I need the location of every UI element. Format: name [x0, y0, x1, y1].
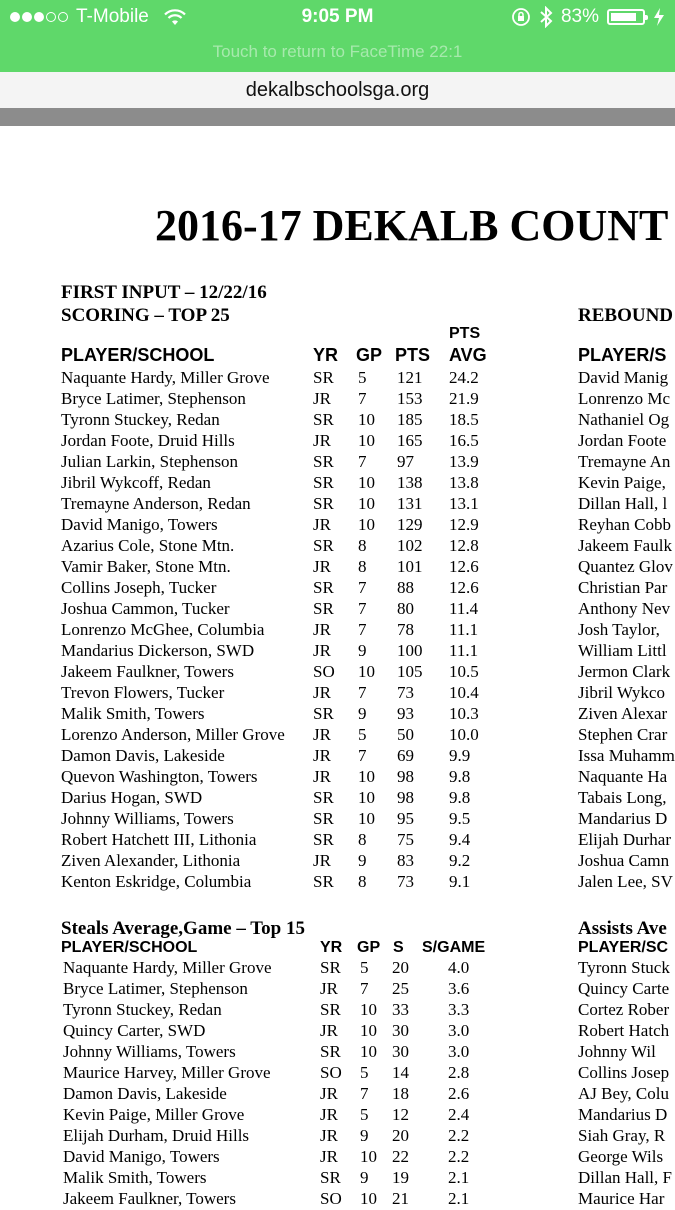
player-name: Naquante Hardy, Miller Grove — [61, 368, 270, 387]
scoring-row — [0, 746, 560, 767]
assists-col-player: PLAYER/SC — [578, 939, 669, 956]
year: JR — [313, 515, 331, 534]
rebounding-row: Joshua Camn — [578, 851, 670, 870]
year: JR — [313, 746, 331, 765]
scoring-row — [0, 410, 560, 431]
games-played: 5 — [360, 1063, 369, 1082]
games-played: 10 — [358, 494, 375, 513]
assists-row: Maurice Har — [578, 1189, 665, 1208]
steals-row — [0, 1147, 560, 1168]
scoring-col-yr: YR — [313, 345, 339, 365]
assists-row: Cortez Rober — [578, 1000, 670, 1019]
games-played: 5 — [358, 368, 367, 387]
year: JR — [313, 683, 331, 702]
scoring-col-player: PLAYER/SCHOOL — [61, 345, 215, 365]
points-average: 12.6 — [449, 578, 479, 597]
scoring-row — [0, 515, 560, 536]
steals: 30 — [392, 1021, 409, 1040]
points-average: 12.9 — [449, 515, 479, 534]
games-played: 10 — [358, 473, 375, 492]
scoring-row — [0, 536, 560, 557]
points: 98 — [397, 788, 414, 807]
steals: 14 — [392, 1063, 409, 1082]
bluetooth-icon — [539, 6, 553, 28]
player-name: Azarius Cole, Stone Mtn. — [61, 536, 235, 555]
scoring-col-gp: GP — [356, 345, 383, 365]
player-name: Damon Davis, Lakeside — [61, 746, 225, 765]
player-name: Lonrenzo McGhee, Columbia — [61, 620, 265, 639]
player-name: Quevon Washington, Towers — [61, 767, 258, 786]
player-name: Elijah Durham, Druid Hills — [63, 1126, 250, 1145]
player-name: Kenton Eskridge, Columbia — [61, 872, 252, 891]
rebounding-row: Kevin Paige, — [578, 473, 666, 492]
games-played: 8 — [358, 536, 367, 555]
rebounding-row: Mandarius D — [578, 809, 668, 828]
player-name: David Manigo, Towers — [61, 515, 218, 534]
games-played: 10 — [358, 662, 375, 681]
steals-average: 2.1 — [448, 1168, 470, 1187]
player-name: Bryce Latimer, Stephenson — [63, 979, 248, 998]
scoring-col-pts: PTS — [395, 345, 431, 365]
steals: 21 — [392, 1189, 409, 1208]
assists-row: George Wils — [578, 1147, 664, 1166]
scoring-row — [0, 578, 560, 599]
points-average: 12.8 — [449, 536, 479, 555]
orientation-lock-icon — [511, 7, 531, 27]
player-name: Damon Davis, Lakeside — [63, 1084, 227, 1103]
steals: 22 — [392, 1147, 409, 1166]
rebounding-row: Jakeem Faulk — [578, 536, 672, 555]
year: SR — [320, 958, 341, 977]
player-name: Robert Hatchett III, Lithonia — [61, 830, 257, 849]
steals-average: 2.4 — [448, 1105, 470, 1124]
year: SR — [313, 452, 334, 471]
player-name: Quincy Carter, SWD — [63, 1021, 206, 1040]
scoring-col-avg: AVG — [449, 345, 487, 365]
steals-row — [0, 1084, 560, 1105]
points: 73 — [397, 872, 414, 891]
scoring-row — [0, 683, 560, 704]
points: 50 — [397, 725, 414, 744]
year: JR — [320, 1105, 338, 1124]
points: 78 — [397, 620, 414, 639]
games-played: 7 — [358, 578, 367, 597]
points-average: 10.4 — [449, 683, 479, 702]
games-played: 9 — [360, 1168, 369, 1187]
points-average: 11.1 — [449, 641, 479, 660]
games-played: 8 — [358, 830, 367, 849]
player-name: Malik Smith, Towers — [63, 1168, 207, 1187]
player-name: Ziven Alexander, Lithonia — [61, 851, 241, 870]
player-name: David Manigo, Towers — [63, 1147, 220, 1166]
games-played: 10 — [358, 788, 375, 807]
games-played: 7 — [360, 979, 369, 998]
points: 98 — [397, 767, 414, 786]
document-title: 2016-17 DEKALB COUNT — [155, 201, 669, 250]
assists-row: Johnny Wil — [578, 1042, 656, 1061]
player-name: Tyronn Stuckey, Redan — [61, 410, 220, 429]
steals: 33 — [392, 1000, 409, 1019]
rebounding-row: Dillan Hall, l — [578, 494, 668, 513]
points: 129 — [397, 515, 423, 534]
points: 69 — [397, 746, 414, 765]
steals-col-s: S — [393, 939, 404, 956]
year: SR — [313, 830, 334, 849]
steals-average: 2.1 — [448, 1189, 470, 1208]
battery-icon — [607, 9, 645, 25]
steals-average: 3.3 — [448, 1000, 470, 1019]
points-average: 12.6 — [449, 557, 479, 576]
points: 97 — [397, 452, 414, 471]
points: 73 — [397, 683, 414, 702]
scoring-row — [0, 494, 560, 515]
games-played: 9 — [358, 641, 367, 660]
scoring-row — [0, 662, 560, 683]
points-average: 9.8 — [449, 767, 471, 786]
rebounding-row: Jibril Wykco — [578, 683, 665, 702]
points: 88 — [397, 578, 414, 597]
player-name: Vamir Baker, Stone Mtn. — [61, 557, 231, 576]
status-bar — [0, 0, 675, 72]
rebounding-row: Jordan Foote — [578, 431, 667, 450]
steals-average: 2.6 — [448, 1084, 470, 1103]
steals: 20 — [392, 958, 409, 977]
player-name: Mandarius Dickerson, SWD — [61, 641, 255, 660]
rebounding-row: Lonrenzo Mc — [578, 389, 671, 408]
year: SR — [320, 1042, 341, 1061]
games-played: 9 — [360, 1126, 369, 1145]
rebounding-row: Jermon Clark — [578, 662, 671, 681]
year: JR — [320, 1021, 338, 1040]
year: SR — [313, 473, 334, 492]
steals-row — [0, 1042, 560, 1063]
scoring-row — [0, 557, 560, 578]
points: 185 — [397, 410, 423, 429]
player-name: Bryce Latimer, Stephenson — [61, 389, 246, 408]
games-played: 10 — [358, 767, 375, 786]
points-average: 18.5 — [449, 410, 479, 429]
steals: 19 — [392, 1168, 409, 1187]
steals: 30 — [392, 1042, 409, 1061]
steals: 25 — [392, 979, 409, 998]
steals-col-player: PLAYER/SCHOOL — [61, 939, 198, 956]
scoring-row — [0, 473, 560, 494]
games-played: 10 — [360, 1189, 377, 1208]
points-average: 13.9 — [449, 452, 479, 471]
points-average: 9.9 — [449, 746, 471, 765]
games-played: 10 — [360, 1000, 377, 1019]
player-name: Trevon Flowers, Tucker — [61, 683, 225, 702]
year: JR — [320, 979, 338, 998]
points-average: 9.2 — [449, 851, 471, 870]
scoring-row — [0, 851, 560, 872]
rebounding-row: Jalen Lee, SV — [578, 872, 673, 891]
games-played: 7 — [358, 452, 367, 471]
year: JR — [313, 725, 331, 744]
assists-row: Quincy Carte — [578, 979, 670, 998]
points-average: 10.5 — [449, 662, 479, 681]
rebounding-row: Quantez Glov — [578, 557, 673, 576]
assists-row: AJ Bey, Colu — [578, 1084, 669, 1103]
year: SO — [320, 1189, 342, 1208]
games-played: 5 — [360, 1105, 369, 1124]
year: SR — [313, 578, 334, 597]
games-played: 5 — [360, 958, 369, 977]
points-average: 10.3 — [449, 704, 479, 723]
year: JR — [313, 431, 331, 450]
year: SO — [320, 1063, 342, 1082]
games-played: 10 — [360, 1021, 377, 1040]
points: 80 — [397, 599, 414, 618]
games-played: 10 — [358, 515, 375, 534]
points: 131 — [397, 494, 423, 513]
scoring-row — [0, 641, 560, 662]
scoring-row — [0, 767, 560, 788]
games-played: 10 — [360, 1042, 377, 1061]
year: SR — [313, 410, 334, 429]
scoring-row — [0, 830, 560, 851]
year: JR — [320, 1084, 338, 1103]
games-played: 7 — [358, 389, 367, 408]
year: SR — [313, 872, 334, 891]
rebounding-col-player: PLAYER/S — [578, 345, 667, 365]
scoring-col-avg-top: PTS — [449, 325, 481, 342]
steals: 12 — [392, 1105, 409, 1124]
points: 83 — [397, 851, 414, 870]
rebounding-row: Tremayne An — [578, 452, 671, 471]
input-label: FIRST INPUT – 12/22/16 — [61, 282, 267, 303]
steals-average: 2.8 — [448, 1063, 470, 1082]
steals-col-gp: GP — [357, 939, 381, 956]
toolbar-divider — [0, 108, 675, 126]
points-average: 11.4 — [449, 599, 479, 618]
games-played: 5 — [358, 725, 367, 744]
year: SR — [313, 809, 334, 828]
points-average: 16.5 — [449, 431, 479, 450]
player-name: Jordan Foote, Druid Hills — [61, 431, 235, 450]
points: 105 — [397, 662, 423, 681]
steals-average: 2.2 — [448, 1147, 470, 1166]
steals-row — [0, 1105, 560, 1126]
scoring-row — [0, 620, 560, 641]
games-played: 9 — [358, 704, 367, 723]
points: 100 — [397, 641, 423, 660]
year: SR — [313, 704, 334, 723]
games-played: 10 — [360, 1147, 377, 1166]
year: JR — [313, 641, 331, 660]
clock: 9:05 PM — [301, 6, 374, 27]
rebounding-row: Issa Muhamm — [578, 746, 675, 765]
player-name: Jibril Wykcoff, Redan — [61, 473, 211, 492]
scoring-row — [0, 809, 560, 830]
assists-row: Siah Gray, R — [578, 1126, 666, 1145]
games-played: 9 — [358, 851, 367, 870]
rebounding-row: Anthony Nev — [578, 599, 671, 618]
year: SR — [320, 1168, 341, 1187]
player-name: Darius Hogan, SWD — [61, 788, 203, 807]
points: 121 — [397, 368, 423, 387]
scoring-row — [0, 599, 560, 620]
year: SR — [313, 494, 334, 513]
points-average: 10.0 — [449, 725, 479, 744]
carrier-name: T-Mobile — [76, 6, 149, 27]
player-name: Johnny Williams, Towers — [61, 809, 234, 828]
assists-heading: Assists Ave — [578, 918, 667, 939]
games-played: 7 — [360, 1084, 369, 1103]
games-played: 10 — [358, 809, 375, 828]
points-average: 13.8 — [449, 473, 479, 492]
points-average: 21.9 — [449, 389, 479, 408]
rebounding-row: Stephen Crar — [578, 725, 668, 744]
points-average: 9.4 — [449, 830, 471, 849]
assists-row: Robert Hatch — [578, 1021, 670, 1040]
points: 153 — [397, 389, 423, 408]
steals: 18 — [392, 1084, 409, 1103]
assists-row: Tyronn Stuck — [578, 958, 670, 977]
assists-row: Mandarius D — [578, 1105, 668, 1124]
year: JR — [313, 851, 331, 870]
steals-average: 3.6 — [448, 979, 470, 998]
scoring-heading: SCORING – TOP 25 — [61, 305, 230, 326]
steals-row — [0, 1000, 560, 1021]
player-name: Joshua Cammon, Tucker — [61, 599, 230, 618]
games-played: 8 — [358, 872, 367, 891]
points-average: 24.2 — [449, 368, 479, 387]
player-name: Lorenzo Anderson, Miller Grove — [61, 725, 285, 744]
points: 138 — [397, 473, 423, 492]
assists-row: Dillan Hall, F — [578, 1168, 672, 1187]
points-average: 9.5 — [449, 809, 471, 828]
status-right — [511, 6, 665, 28]
rebounding-row: William Littl — [578, 641, 667, 660]
steals-col-avg: S/GAME — [422, 939, 486, 956]
battery-percent: 83% — [560, 6, 599, 27]
rebounding-row: Reyhan Cobb — [578, 515, 672, 534]
points: 95 — [397, 809, 414, 828]
player-name: Tyronn Stuckey, Redan — [63, 1000, 222, 1019]
points: 93 — [397, 704, 414, 723]
assists-row: Collins Josep — [578, 1063, 670, 1082]
year: SO — [313, 662, 335, 681]
year: SR — [320, 1000, 341, 1019]
steals-row — [0, 979, 560, 1000]
player-name: Naquante Hardy, Miller Grove — [63, 958, 272, 977]
rebounding-row: Nathaniel Og — [578, 410, 670, 429]
player-name: Collins Joseph, Tucker — [61, 578, 217, 597]
player-name: Tremayne Anderson, Redan — [61, 494, 251, 513]
steals-average: 3.0 — [448, 1042, 470, 1061]
steals-row — [0, 1168, 560, 1189]
year: JR — [313, 620, 331, 639]
scoring-row — [0, 725, 560, 746]
steals-average: 4.0 — [448, 958, 470, 977]
scoring-row — [0, 788, 560, 809]
rebounding-row: Naquante Ha — [578, 767, 668, 786]
year: SR — [313, 368, 334, 387]
charging-icon — [653, 7, 665, 27]
year: JR — [320, 1147, 338, 1166]
steals-row — [0, 1021, 560, 1042]
scoring-row — [0, 431, 560, 452]
scoring-row — [0, 704, 560, 725]
games-played: 10 — [358, 410, 375, 429]
player-name: Jakeem Faulkner, Towers — [61, 662, 234, 681]
rebounding-row: Christian Par — [578, 578, 668, 597]
year: JR — [320, 1126, 338, 1145]
steals-heading: Steals Average,Game – Top 15 — [61, 918, 306, 939]
year: SR — [313, 599, 334, 618]
rebounding-row: Elijah Durhar — [578, 830, 671, 849]
scoring-row — [0, 389, 560, 410]
games-played: 7 — [358, 620, 367, 639]
games-played: 7 — [358, 746, 367, 765]
points: 102 — [397, 536, 423, 555]
scoring-row — [0, 452, 560, 473]
year: SR — [313, 788, 334, 807]
games-played: 8 — [358, 557, 367, 576]
rebounding-row: Josh Taylor, — [578, 620, 660, 639]
player-name: Maurice Harvey, Miller Grove — [63, 1063, 271, 1082]
address-bar[interactable]: dekalbschoolsga.org — [0, 72, 675, 108]
steals-row — [0, 1063, 560, 1084]
rebounding-row: Tabais Long, — [578, 788, 667, 807]
points-average: 9.1 — [449, 872, 471, 891]
scoring-row — [0, 368, 560, 389]
player-name: Jakeem Faulkner, Towers — [63, 1189, 236, 1208]
player-name: Kevin Paige, Miller Grove — [63, 1105, 245, 1124]
points: 101 — [397, 557, 423, 576]
year: JR — [313, 557, 331, 576]
rebounding-row: David Manig — [578, 368, 669, 387]
games-played: 7 — [358, 599, 367, 618]
steals: 20 — [392, 1126, 409, 1145]
points-average: 13.1 — [449, 494, 479, 513]
points: 75 — [397, 830, 414, 849]
player-name: Johnny Williams, Towers — [63, 1042, 236, 1061]
steals-average: 2.2 — [448, 1126, 470, 1145]
player-name: Malik Smith, Towers — [61, 704, 205, 723]
player-name: Julian Larkin, Stephenson — [61, 452, 239, 471]
year: JR — [313, 389, 331, 408]
points-average: 9.8 — [449, 788, 471, 807]
steals-col-yr: YR — [320, 939, 343, 956]
facetime-return-banner[interactable]: Touch to return to FaceTime 22:1 — [212, 42, 463, 61]
rebounding-row: Ziven Alexar — [578, 704, 668, 723]
steals-average: 3.0 — [448, 1021, 470, 1040]
games-played: 7 — [358, 683, 367, 702]
games-played: 10 — [358, 431, 375, 450]
scoring-row — [0, 872, 560, 893]
steals-row — [0, 1126, 560, 1147]
points-average: 11.1 — [449, 620, 479, 639]
points: 165 — [397, 431, 423, 450]
rebounding-heading: REBOUND — [578, 305, 674, 326]
year: SR — [313, 536, 334, 555]
year: JR — [313, 767, 331, 786]
steals-row — [0, 958, 560, 979]
